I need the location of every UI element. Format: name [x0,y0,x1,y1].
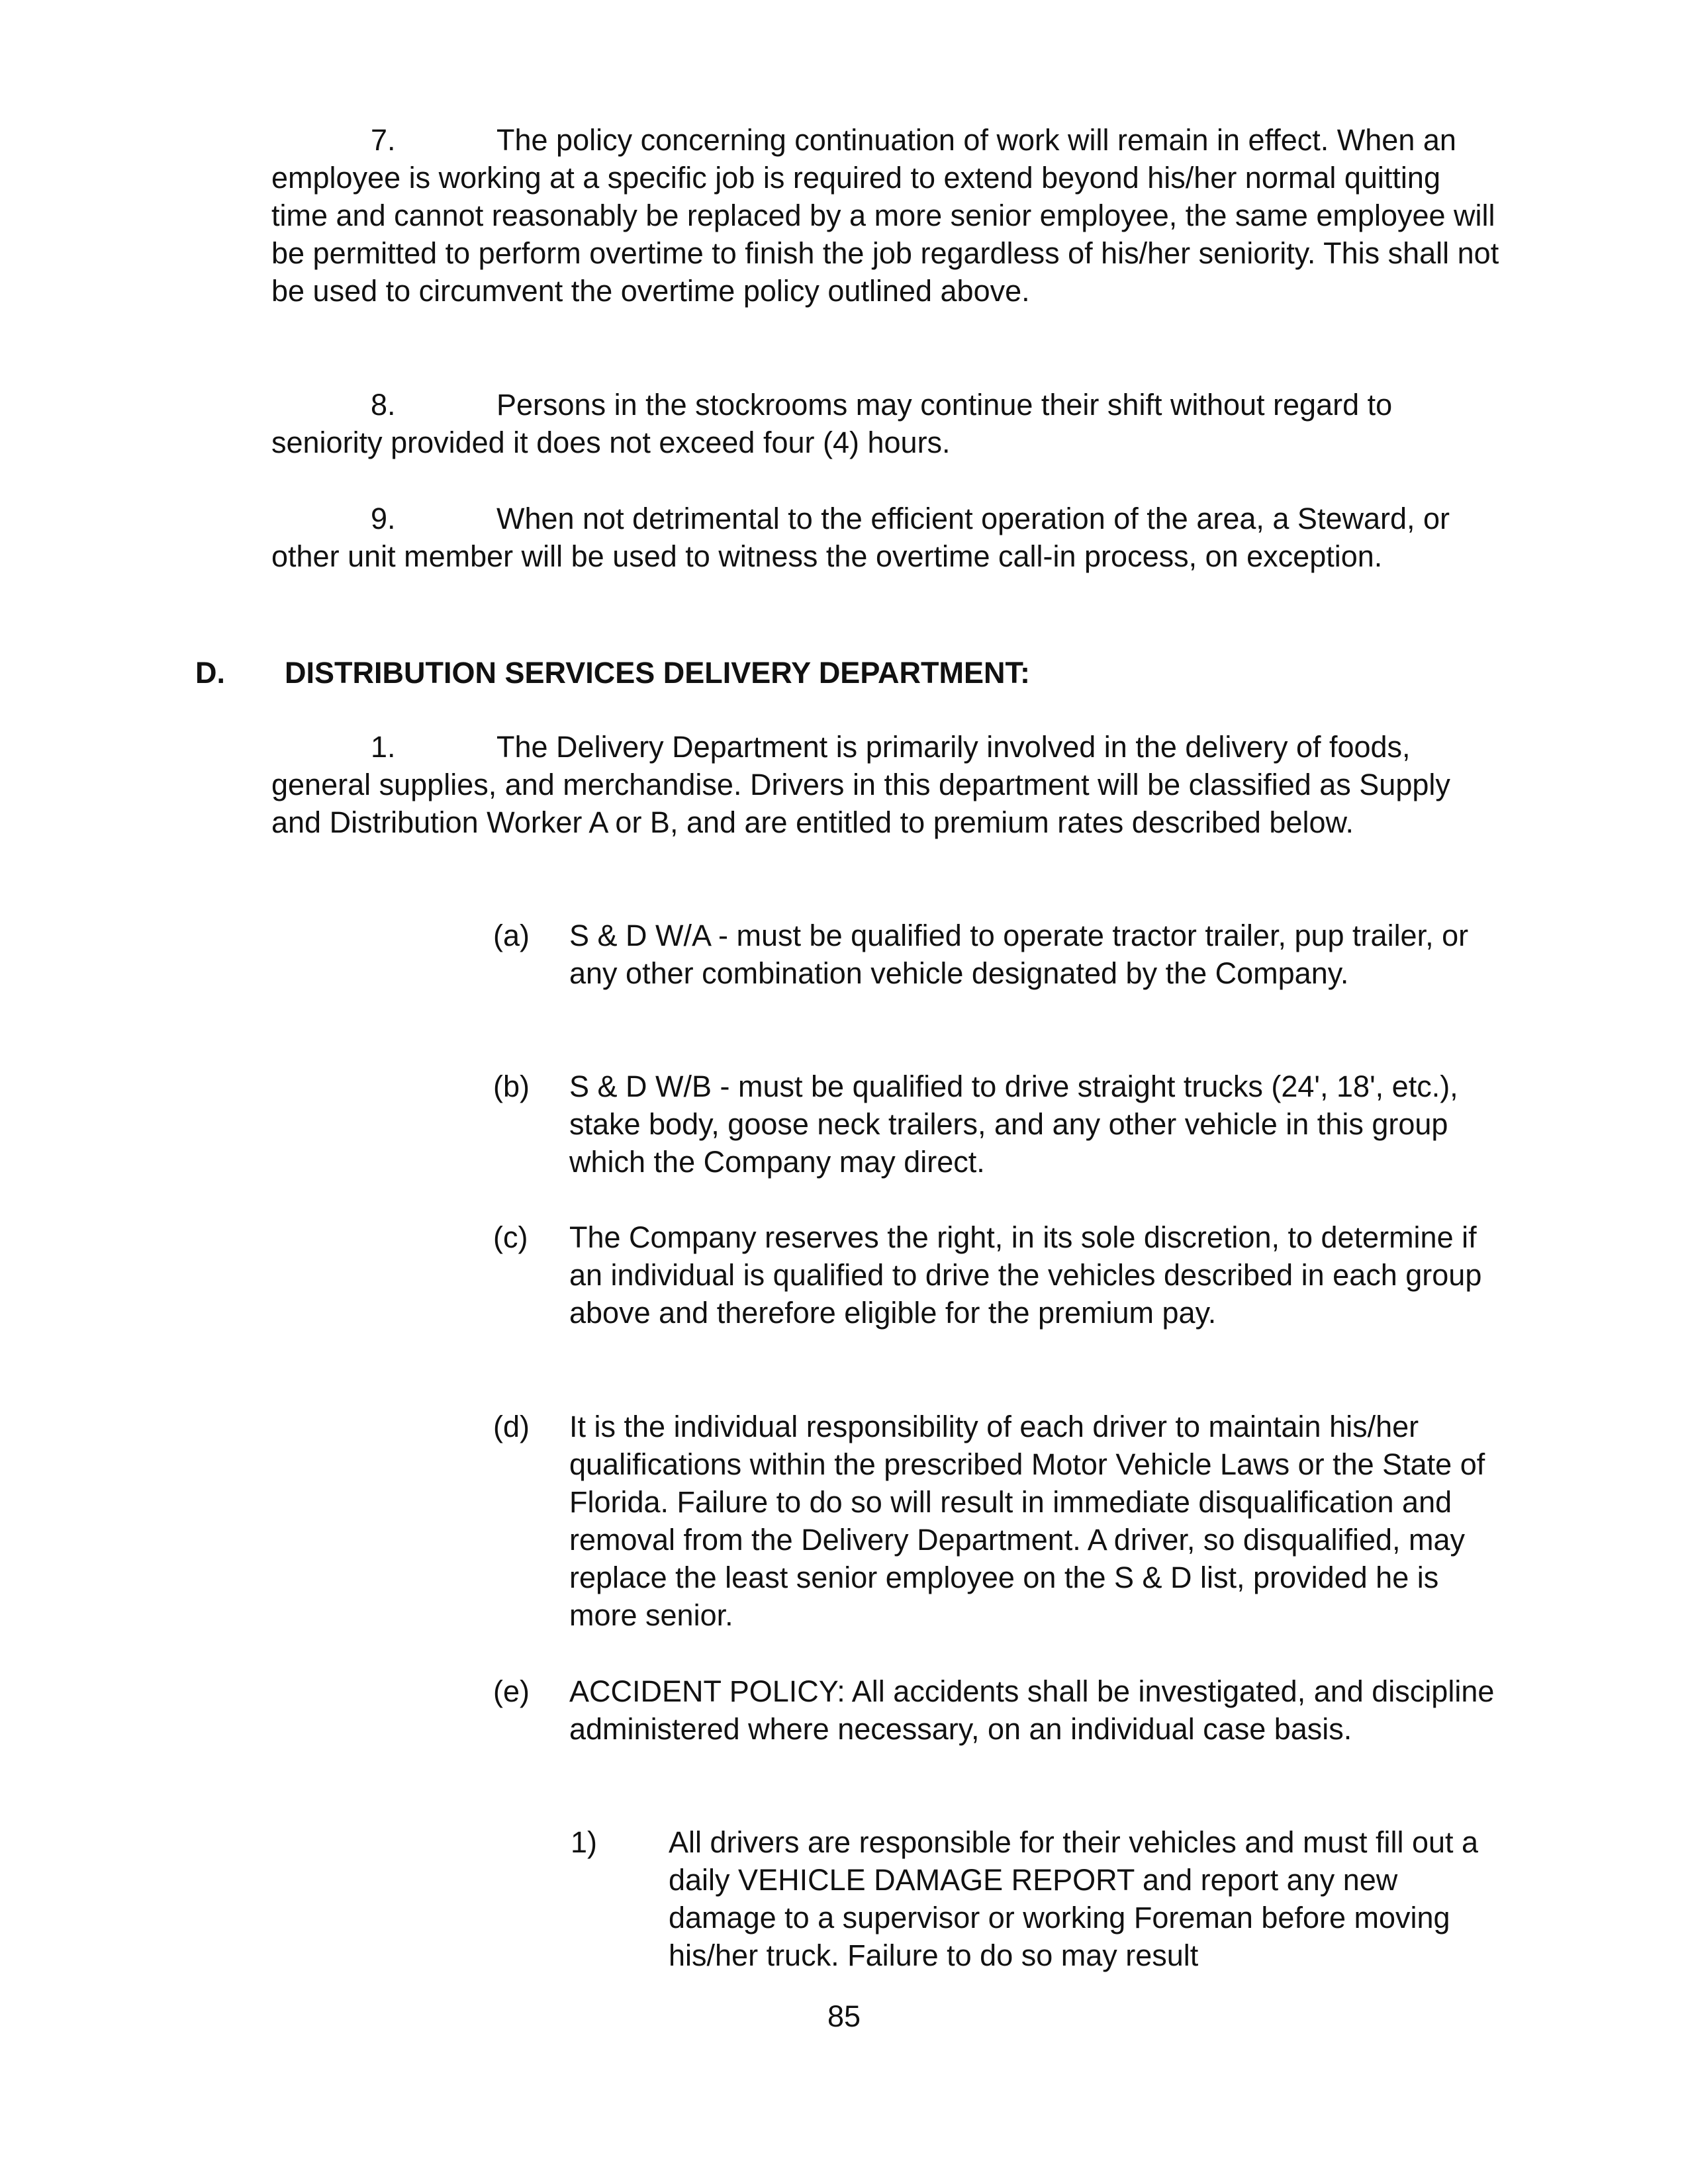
paragraph-text: The Delivery Department is primarily involved in the delivery of foods, general supplies, and merchandise. Drivers in this department will be classified as Supply and Distribution Worker A or B, and are entitled to premium rates described below. [271,730,1450,839]
paragraph-text: When not detrimental to the efficient operation of the area, a Steward, or other unit member will be used to witness the overtime call-in process, on exception. [271,502,1450,573]
paragraph-number: 8. [371,388,396,422]
list-item-text: S & D W/B - must be qualified to drive straight trucks (24', 18', etc.), stake body, goose neck trailers, and any other vehicle in this group which the Company may direct. [569,1069,1458,1179]
list-item-label: (c) [493,1220,528,1254]
list-item-label: (a) [493,919,530,952]
list-item-text: S & D W/A - must be qualified to operate tractor trailer, pup trailer, or any other combination vehicle designated by the Company. [569,919,1469,990]
paragraph-text: Persons in the stockrooms may continue their shift without regard to seniority provided it does not exceed four (4) hours. [271,388,1393,459]
list-item-label: (d) [493,1410,530,1443]
paragraph-number: 7. [371,123,396,157]
list-item-text: The Company reserves the right, in its sole discretion, to determine if an individual is qualified to drive the vehicles described in each group above and therefore eligible for the premium pay. [569,1220,1482,1330]
list-item-text: It is the individual responsibility of each driver to maintain his/her qualifications within the prescribed Motor Vehicle Laws or the State of Florida. Failure to do so will result in immediate disqualification and removal from the Delivery Department. A driver, so disqualified, may replace the least senior employee on the S & D list, provided he is more senior. [569,1410,1485,1632]
list-item-text: ACCIDENT POLICY: All accidents shall be investigated, and discipline administered where necessary, on an individual case basis. [569,1674,1495,1746]
paragraph-8 [271,386,1503,461]
list-item-label: (e) [493,1674,530,1708]
section-letter: D. [195,656,225,690]
list-item-label: 1) [571,1825,598,1859]
list-item-d [493,1408,1499,1634]
section-heading [195,654,1030,692]
section-paragraph-1 [271,728,1503,841]
page-number: 85 [827,1999,861,2033]
paragraph-number: 9. [371,502,396,535]
list-item-c [493,1218,1499,1332]
list-item-text: All drivers are responsible for their vehicles and must fill out a daily VEHICLE DAMAGE REPORT and report any new damage to a supervisor or working Foreman before moving his/her truck. Failure to do so may result [669,1825,1479,1972]
paragraph-text: The policy concerning continuation of work will remain in effect. When an employee is working at a specific job is required to extend beyond his/her normal quitting time and cannot reasonably be replaced by a more senior employee, the same employee will be permitted to perform overtime to finish the job regardless of his/her seniority. This shall not be used to circumvent the overtime policy outlined above. [271,123,1499,308]
section-title: DISTRIBUTION SERVICES DELIVERY DEPARTMENT: [285,656,1030,690]
list-item-a [493,917,1499,992]
paragraph-9 [271,500,1503,575]
list-item-b [493,1068,1499,1181]
paragraph-7 [271,121,1503,310]
list-subitem-1 [571,1823,1504,1974]
paragraph-number: 1. [371,730,396,764]
list-item-label: (b) [493,1069,530,1103]
list-item-e [493,1672,1499,1748]
